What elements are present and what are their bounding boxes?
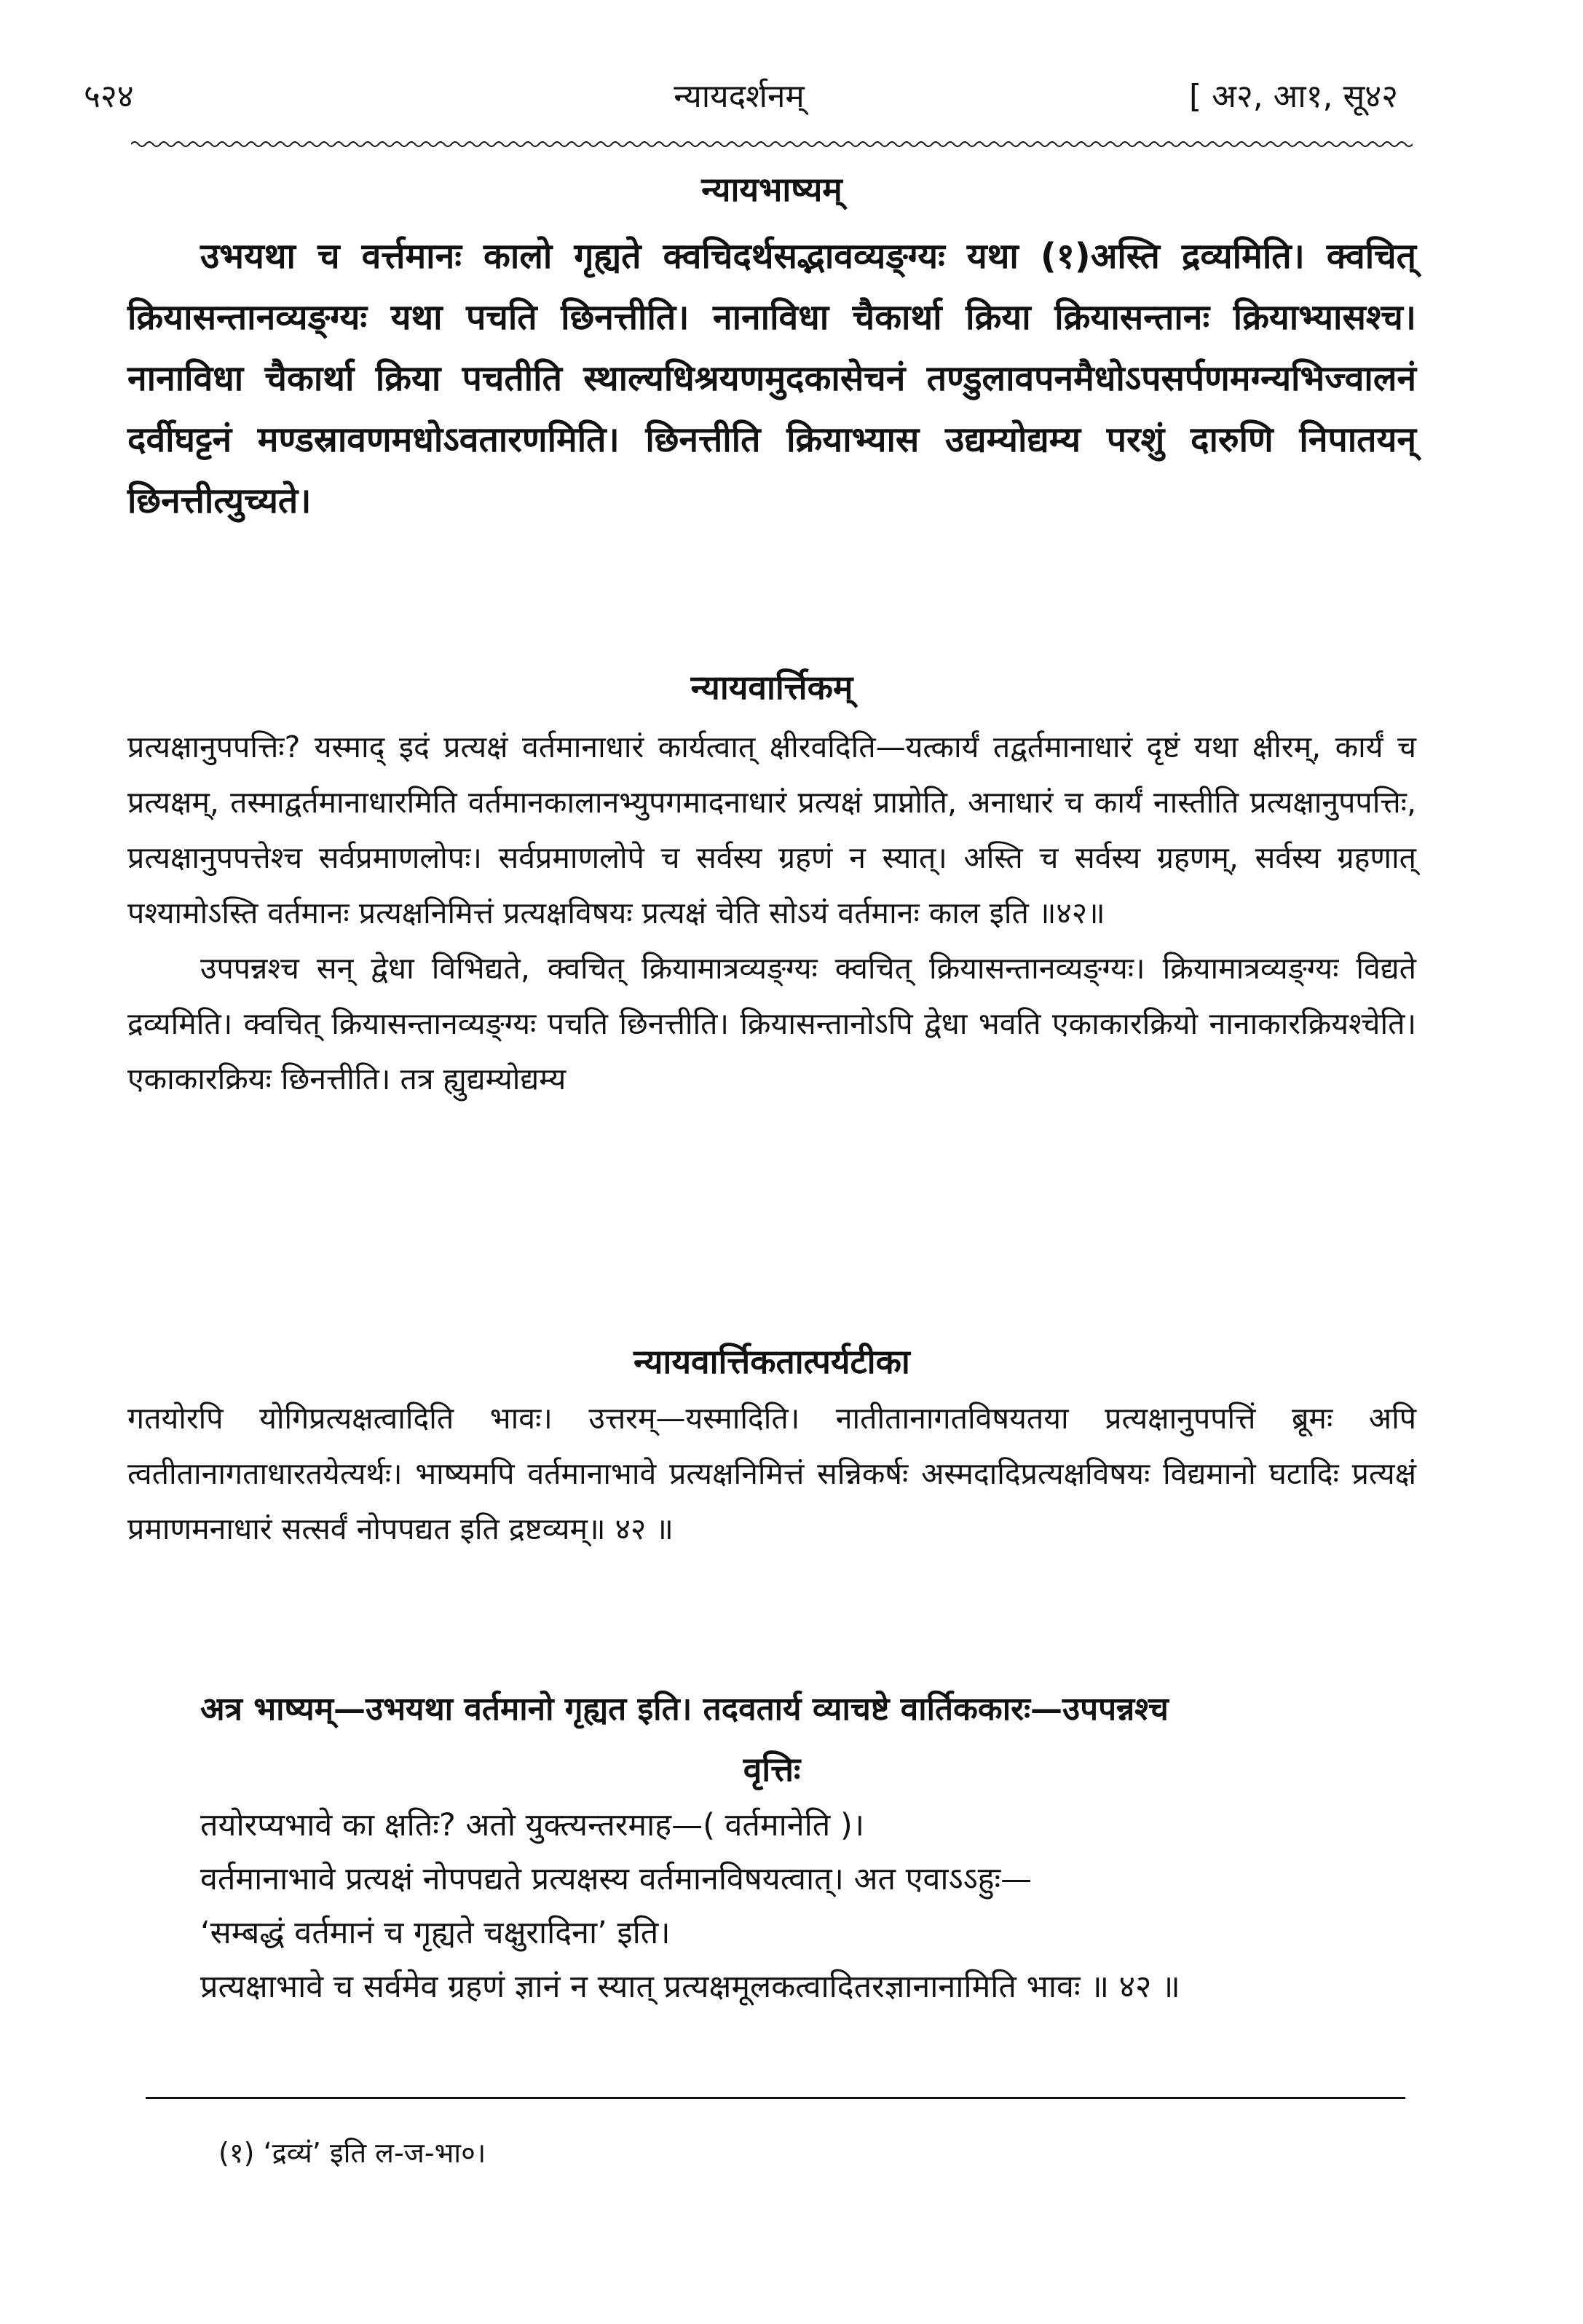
- vartika-paragraph: उपपन्नश्च सन् द्वेधा विभिद्यते, क्वचित् क्रियामात्रव्यङ्ग्यः क्वचित् क्रियासन्तानव्यङ्ग्यः। क्रियामात्रव्यङ्ग्यः विद्यते द्रव्यमिति। क्वचित् क्रियासन्तानव्यङ्ग्यः पचति छिनत्तीति। क्रियासन्तानोऽपि द्वेधा भवति एकाकारक्रियो नानाकारक्रियश्चेति। एकाकारक्रियः छिनत्तीति। तत्र ह्युद्यम्योद्यम्य: [127, 951, 1416, 1096]
- vritti-paragraph: वर्तमानाभावे प्रत्यक्षं नोपपद्यते प्रत्यक्षस्य वर्तमानविषयत्वात्। अत एवाऽऽहुः—: [200, 1861, 1033, 1897]
- tika-section: [127, 1338, 1416, 1557]
- vritti-paragraph: ‘सम्बद्धं वर्तमानं च गृह्यते चक्षुरादिना’ इति।: [200, 1915, 671, 1951]
- page-header: [80, 73, 1398, 131]
- section-reference: [ अ२, आ१, सू४२: [1189, 78, 1398, 115]
- vritti-heading: वृत्तिः: [743, 1750, 801, 1789]
- intro-paragraph: अत्र भाष्यम्—उभयथा वर्तमानो गृह्यत इति। तदवतार्य व्याचष्टे वार्तिककारः—उपपन्नश्च: [200, 1691, 1169, 1728]
- tika-paragraph: गतयोरपि योगिप्रत्यक्षत्वादिति भावः। उत्तरम्—यस्मादिति। नातीतानागतविषयतया प्रत्यक्षानुपपत्तिं ब्रूमः अपि त्वतीतानागताधारतयेत्यर्थः। भाष्यमपि वर्तमानाभावे प्रत्यक्षनिमित्तं सन्निकर्षः अस्मदादिप्रत्यक्षविषयः विद्यमानो घटादिः प्रत्यक्षं प्रमाणमनाधारं सत्सर्वं नोपपद्यत इति द्रष्टव्यम्॥ ४२ ॥: [127, 1401, 1416, 1546]
- footnote-divider: [146, 2097, 1405, 2099]
- vartika-paragraph: प्रत्यक्षानुपपत्तिः? यस्माद् इदं प्रत्यक्षं वर्तमानाधारं कार्यत्वात् क्षीरवदिति—यत्कार्यं तद्वर्तमानाधारं दृष्टं यथा क्षीरम्, कार्यं च प्रत्यक्षम्, तस्माद्वर्तमानाधारमिति वर्तमानकालानभ्युपगमादनाधारं प्रत्यक्षं प्राप्नोति, अनाधारं च कार्यं नास्तीति प्रत्यक्षानुपपत्तिः, प्रत्यक्षानुपपत्तेश्च सर्वप्रमाणलोपः। सर्वप्रमाणलोपे च सर्वस्य ग्रहणं न स्यात्। अस्ति च सर्वस्य ग्रहणम्, सर्वस्य ग्रहणात् पश्यामोऽस्ति वर्तमानः प्रत्यक्षनिमित्तं प्रत्यक्षविषयः प्रत्यक्षं चेति सोऽयं वर्तमानः काल इति ॥४२॥: [127, 730, 1416, 930]
- intro-section: [127, 1682, 1416, 1737]
- vritti-paragraph: तयोरप्यभावे का क्षतिः? अतो युक्त्यन्तरमाह—( वर्तमानेति )।: [200, 1807, 865, 1843]
- vartika-heading: न्यायवार्त्तिकम्: [690, 668, 853, 707]
- wavy-header-rule: [131, 137, 1413, 151]
- vartika-section: [127, 664, 1416, 1107]
- bhashya-heading: न्यायभाष्यम्: [701, 170, 842, 209]
- footnote: (१) ‘द्रव्यं’ इति ल-ज-भा०।: [218, 2137, 486, 2169]
- running-title: न्यायदर्शनम्: [674, 78, 805, 115]
- page-number: ५२४: [84, 78, 134, 115]
- vritti-paragraph: प्रत्यक्षाभावे च सर्वमेव ग्रहणं ज्ञानं न स्यात् प्रत्यक्षमूलकत्वादितरज्ञानानामिति भावः ॥ ४२ ॥: [200, 1969, 1180, 2005]
- vritti-section: [127, 1746, 1416, 2014]
- bhashya-section: [127, 166, 1416, 531]
- tika-heading: न्यायवार्त्तिकतात्पर्यटीका: [633, 1342, 910, 1381]
- bhashya-paragraph: उभयथा च वर्त्तमानः कालो गृह्यते क्वचिदर्थसद्भावव्यङ्ग्यः यथा (१)अस्ति द्रव्यमिति। क्वचित् क्रियासन्तानव्यङ्ग्यः यथा पचति छिनत्तीति। नानाविधा चैकार्था क्रिया क्रियासन्तानः क्रियाभ्यासश्च। नानाविधा चैकार्था क्रिया पचतीति स्थाल्यधिश्रयणमुदकासेचनं तण्डुलावपनमैधोऽपसर्पणमग्न्यभिज्वालनं दर्वीघट्टनं मण्डस्रावणमधोऽवतारणमिति। छिनत्तीति क्रियाभ्यास उद्यम्योद्यम्य परशुं दारुणि निपातयन् छिनत्तीत्युच्यते।: [127, 236, 1416, 521]
